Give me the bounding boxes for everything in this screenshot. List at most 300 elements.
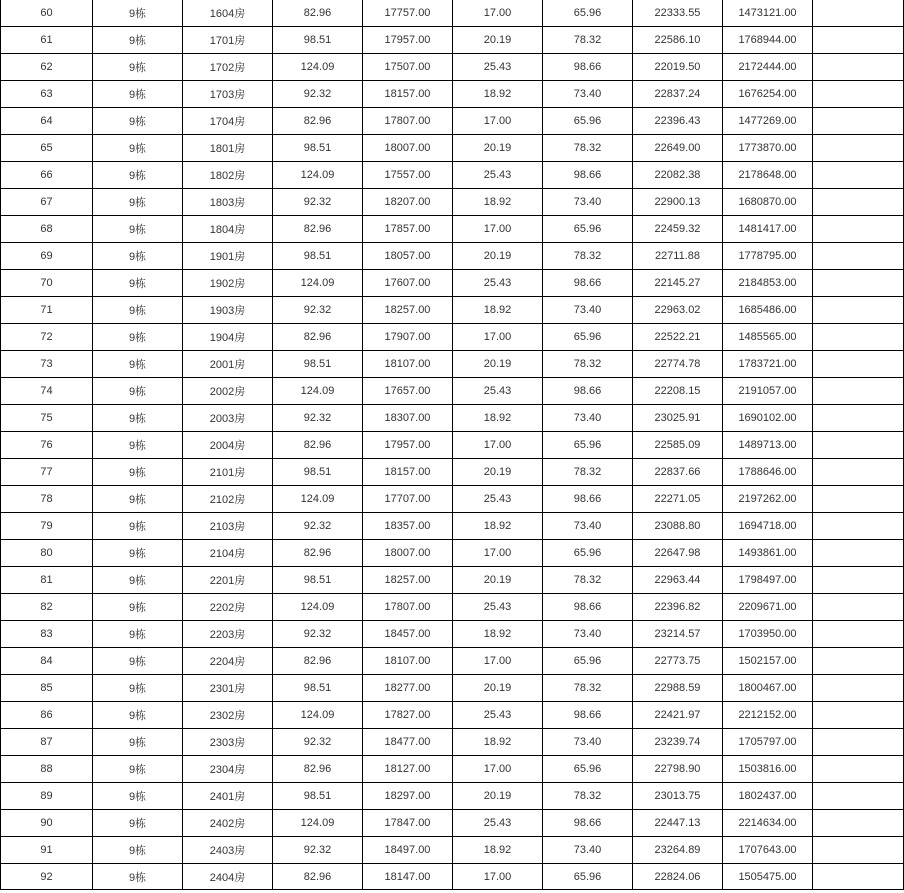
- cell-unit-price: 18107.00: [363, 351, 453, 378]
- cell-unit-price: 17707.00: [363, 486, 453, 513]
- cell-unit-price: 18157.00: [363, 459, 453, 486]
- cell-building: 9栋: [93, 513, 183, 540]
- cell-total-price: 1788646.00: [723, 459, 813, 486]
- table-row: [1, 81, 904, 108]
- cell-total-price: 1685486.00: [723, 297, 813, 324]
- cell-unit: 2003房: [183, 405, 273, 432]
- cell-area: 82.96: [273, 540, 363, 567]
- cell-area: 124.09: [273, 594, 363, 621]
- cell-unit-price: 18147.00: [363, 864, 453, 890]
- cell-shared-area: 20.19: [453, 459, 543, 486]
- cell-inner-unit-price: 22711.88: [633, 243, 723, 270]
- cell-shared-area: 20.19: [453, 675, 543, 702]
- cell-inner-unit-price: 22447.13: [633, 810, 723, 837]
- cell-total-price: 1705797.00: [723, 729, 813, 756]
- cell-inner-area: 78.32: [543, 27, 633, 54]
- cell-unit: 2301房: [183, 675, 273, 702]
- cell-building: 9栋: [93, 324, 183, 351]
- table-row: [1, 864, 904, 890]
- cell-total-price: 1694718.00: [723, 513, 813, 540]
- cell-total-price: 1680870.00: [723, 189, 813, 216]
- cell-row-number: 78: [1, 486, 93, 513]
- cell-area: 92.32: [273, 81, 363, 108]
- cell-inner-unit-price: 22774.78: [633, 351, 723, 378]
- table-row: [1, 594, 904, 621]
- cell-unit-price: 17907.00: [363, 324, 453, 351]
- cell-unit-price: 17607.00: [363, 270, 453, 297]
- cell-building: 9栋: [93, 297, 183, 324]
- cell-row-number: 64: [1, 108, 93, 135]
- cell-building: 9栋: [93, 837, 183, 864]
- cell-unit: 1804房: [183, 216, 273, 243]
- cell-total-price: 1690102.00: [723, 405, 813, 432]
- cell-shared-area: 25.43: [453, 54, 543, 81]
- cell-total-price: 1800467.00: [723, 675, 813, 702]
- cell-row-number: 60: [1, 0, 93, 27]
- cell-row-number: 65: [1, 135, 93, 162]
- cell-extra: [813, 756, 904, 783]
- cell-unit: 2304房: [183, 756, 273, 783]
- table-row: [1, 513, 904, 540]
- cell-extra: [813, 621, 904, 648]
- cell-area: 92.32: [273, 405, 363, 432]
- table-row: [1, 0, 904, 27]
- cell-row-number: 63: [1, 81, 93, 108]
- cell-unit: 1703房: [183, 81, 273, 108]
- cell-inner-unit-price: 22208.15: [633, 378, 723, 405]
- cell-shared-area: 20.19: [453, 351, 543, 378]
- table-row: [1, 162, 904, 189]
- table-row: [1, 54, 904, 81]
- cell-inner-area: 73.40: [543, 297, 633, 324]
- cell-area: 82.96: [273, 0, 363, 27]
- cell-building: 9栋: [93, 810, 183, 837]
- cell-unit-price: 17507.00: [363, 54, 453, 81]
- cell-extra: [813, 108, 904, 135]
- cell-building: 9栋: [93, 0, 183, 27]
- cell-row-number: 74: [1, 378, 93, 405]
- cell-total-price: 2212152.00: [723, 702, 813, 729]
- cell-shared-area: 17.00: [453, 756, 543, 783]
- cell-inner-unit-price: 22396.43: [633, 108, 723, 135]
- cell-inner-unit-price: 23239.74: [633, 729, 723, 756]
- cell-area: 98.51: [273, 351, 363, 378]
- cell-total-price: 1802437.00: [723, 783, 813, 810]
- cell-shared-area: 20.19: [453, 783, 543, 810]
- cell-area: 82.96: [273, 432, 363, 459]
- cell-inner-unit-price: 22271.05: [633, 486, 723, 513]
- table-row: [1, 270, 904, 297]
- cell-unit-price: 18357.00: [363, 513, 453, 540]
- cell-inner-unit-price: 22082.38: [633, 162, 723, 189]
- cell-shared-area: 20.19: [453, 567, 543, 594]
- table-row: [1, 108, 904, 135]
- cell-shared-area: 17.00: [453, 540, 543, 567]
- cell-shared-area: 17.00: [453, 864, 543, 890]
- cell-inner-area: 98.66: [543, 486, 633, 513]
- cell-inner-area: 65.96: [543, 324, 633, 351]
- cell-area: 124.09: [273, 486, 363, 513]
- cell-unit: 2403房: [183, 837, 273, 864]
- cell-unit-price: 17827.00: [363, 702, 453, 729]
- cell-row-number: 91: [1, 837, 93, 864]
- cell-row-number: 73: [1, 351, 93, 378]
- cell-total-price: 1773870.00: [723, 135, 813, 162]
- cell-row-number: 67: [1, 189, 93, 216]
- table-row: [1, 432, 904, 459]
- cell-row-number: 90: [1, 810, 93, 837]
- cell-area: 98.51: [273, 567, 363, 594]
- cell-area: 98.51: [273, 135, 363, 162]
- cell-row-number: 72: [1, 324, 93, 351]
- cell-shared-area: 18.92: [453, 729, 543, 756]
- cell-extra: [813, 189, 904, 216]
- cell-unit-price: 17957.00: [363, 432, 453, 459]
- cell-area: 92.32: [273, 729, 363, 756]
- cell-total-price: 2172444.00: [723, 54, 813, 81]
- cell-inner-area: 73.40: [543, 513, 633, 540]
- cell-extra: [813, 243, 904, 270]
- table-row: [1, 324, 904, 351]
- cell-total-price: 1768944.00: [723, 27, 813, 54]
- cell-building: 9栋: [93, 81, 183, 108]
- cell-unit-price: 18007.00: [363, 135, 453, 162]
- cell-unit: 1904房: [183, 324, 273, 351]
- cell-row-number: 85: [1, 675, 93, 702]
- cell-inner-unit-price: 22963.44: [633, 567, 723, 594]
- cell-shared-area: 18.92: [453, 189, 543, 216]
- cell-building: 9栋: [93, 432, 183, 459]
- cell-extra: [813, 594, 904, 621]
- cell-unit: 2402房: [183, 810, 273, 837]
- table-row: [1, 756, 904, 783]
- cell-inner-unit-price: 22963.02: [633, 297, 723, 324]
- cell-unit-price: 18207.00: [363, 189, 453, 216]
- cell-inner-area: 98.66: [543, 162, 633, 189]
- cell-unit-price: 17807.00: [363, 108, 453, 135]
- cell-total-price: 1489713.00: [723, 432, 813, 459]
- cell-shared-area: 25.43: [453, 486, 543, 513]
- cell-area: 124.09: [273, 54, 363, 81]
- cell-unit-price: 18127.00: [363, 756, 453, 783]
- cell-row-number: 80: [1, 540, 93, 567]
- cell-unit-price: 18007.00: [363, 540, 453, 567]
- cell-row-number: 89: [1, 783, 93, 810]
- cell-unit: 2302房: [183, 702, 273, 729]
- cell-total-price: 1505475.00: [723, 864, 813, 890]
- cell-row-number: 77: [1, 459, 93, 486]
- cell-area: 92.32: [273, 297, 363, 324]
- table-row: [1, 27, 904, 54]
- cell-area: 82.96: [273, 756, 363, 783]
- cell-shared-area: 18.92: [453, 81, 543, 108]
- cell-shared-area: 17.00: [453, 108, 543, 135]
- cell-inner-area: 78.32: [543, 567, 633, 594]
- cell-total-price: 2184853.00: [723, 270, 813, 297]
- cell-unit-price: 17757.00: [363, 0, 453, 27]
- cell-unit-price: 18307.00: [363, 405, 453, 432]
- cell-unit-price: 18457.00: [363, 621, 453, 648]
- cell-unit: 2303房: [183, 729, 273, 756]
- cell-building: 9栋: [93, 675, 183, 702]
- cell-inner-unit-price: 22522.21: [633, 324, 723, 351]
- table-row: [1, 567, 904, 594]
- cell-unit: 2001房: [183, 351, 273, 378]
- cell-area: 82.96: [273, 864, 363, 890]
- cell-unit: 1802房: [183, 162, 273, 189]
- cell-inner-unit-price: 22585.09: [633, 432, 723, 459]
- cell-inner-area: 78.32: [543, 459, 633, 486]
- cell-area: 124.09: [273, 378, 363, 405]
- cell-shared-area: 20.19: [453, 135, 543, 162]
- cell-unit-price: 18107.00: [363, 648, 453, 675]
- cell-unit: 1704房: [183, 108, 273, 135]
- cell-inner-unit-price: 23013.75: [633, 783, 723, 810]
- table-row: [1, 729, 904, 756]
- cell-area: 82.96: [273, 108, 363, 135]
- cell-inner-area: 65.96: [543, 432, 633, 459]
- cell-building: 9栋: [93, 243, 183, 270]
- cell-unit: 2104房: [183, 540, 273, 567]
- cell-total-price: 1477269.00: [723, 108, 813, 135]
- cell-extra: [813, 378, 904, 405]
- cell-inner-unit-price: 23264.89: [633, 837, 723, 864]
- table-row: [1, 810, 904, 837]
- cell-building: 9栋: [93, 108, 183, 135]
- cell-inner-unit-price: 23088.80: [633, 513, 723, 540]
- cell-total-price: 1783721.00: [723, 351, 813, 378]
- cell-building: 9栋: [93, 621, 183, 648]
- cell-unit: 2004房: [183, 432, 273, 459]
- cell-row-number: 87: [1, 729, 93, 756]
- cell-inner-area: 73.40: [543, 189, 633, 216]
- cell-unit-price: 17657.00: [363, 378, 453, 405]
- cell-row-number: 61: [1, 27, 93, 54]
- cell-total-price: 2178648.00: [723, 162, 813, 189]
- cell-shared-area: 25.43: [453, 270, 543, 297]
- cell-total-price: 2209671.00: [723, 594, 813, 621]
- table-body: [1, 0, 904, 890]
- cell-unit: 1701房: [183, 27, 273, 54]
- cell-inner-unit-price: 22988.59: [633, 675, 723, 702]
- cell-area: 82.96: [273, 324, 363, 351]
- cell-area: 98.51: [273, 783, 363, 810]
- cell-extra: [813, 297, 904, 324]
- table-row: [1, 135, 904, 162]
- cell-inner-area: 78.32: [543, 783, 633, 810]
- cell-shared-area: 17.00: [453, 324, 543, 351]
- cell-inner-unit-price: 22824.06: [633, 864, 723, 890]
- cell-row-number: 84: [1, 648, 93, 675]
- cell-row-number: 76: [1, 432, 93, 459]
- cell-shared-area: 25.43: [453, 378, 543, 405]
- cell-unit-price: 18157.00: [363, 81, 453, 108]
- cell-area: 98.51: [273, 27, 363, 54]
- cell-inner-unit-price: 22145.27: [633, 270, 723, 297]
- cell-inner-area: 65.96: [543, 864, 633, 890]
- cell-inner-area: 73.40: [543, 729, 633, 756]
- cell-shared-area: 25.43: [453, 594, 543, 621]
- cell-area: 92.32: [273, 513, 363, 540]
- cell-total-price: 1503816.00: [723, 756, 813, 783]
- cell-unit-price: 17857.00: [363, 216, 453, 243]
- cell-building: 9栋: [93, 567, 183, 594]
- cell-inner-unit-price: 22837.24: [633, 81, 723, 108]
- cell-row-number: 81: [1, 567, 93, 594]
- cell-extra: [813, 405, 904, 432]
- cell-inner-area: 65.96: [543, 756, 633, 783]
- cell-area: 92.32: [273, 621, 363, 648]
- cell-total-price: 2214634.00: [723, 810, 813, 837]
- cell-inner-area: 73.40: [543, 81, 633, 108]
- cell-inner-area: 98.66: [543, 594, 633, 621]
- cell-shared-area: 25.43: [453, 810, 543, 837]
- cell-area: 98.51: [273, 243, 363, 270]
- cell-inner-unit-price: 22773.75: [633, 648, 723, 675]
- cell-extra: [813, 162, 904, 189]
- cell-building: 9栋: [93, 351, 183, 378]
- cell-area: 98.51: [273, 675, 363, 702]
- cell-shared-area: 18.92: [453, 405, 543, 432]
- cell-unit-price: 18057.00: [363, 243, 453, 270]
- cell-inner-area: 73.40: [543, 621, 633, 648]
- cell-extra: [813, 0, 904, 27]
- cell-building: 9栋: [93, 486, 183, 513]
- cell-unit-price: 18277.00: [363, 675, 453, 702]
- table-row: [1, 243, 904, 270]
- cell-inner-area: 98.66: [543, 702, 633, 729]
- cell-shared-area: 17.00: [453, 648, 543, 675]
- cell-inner-area: 98.66: [543, 378, 633, 405]
- cell-inner-unit-price: 22647.98: [633, 540, 723, 567]
- cell-extra: [813, 864, 904, 890]
- cell-inner-unit-price: 22396.82: [633, 594, 723, 621]
- cell-extra: [813, 837, 904, 864]
- cell-unit: 1902房: [183, 270, 273, 297]
- cell-unit: 1801房: [183, 135, 273, 162]
- cell-extra: [813, 783, 904, 810]
- cell-unit-price: 18257.00: [363, 567, 453, 594]
- cell-unit: 2103房: [183, 513, 273, 540]
- cell-inner-area: 65.96: [543, 216, 633, 243]
- cell-extra: [813, 459, 904, 486]
- cell-inner-unit-price: 22333.55: [633, 0, 723, 27]
- cell-area: 82.96: [273, 648, 363, 675]
- cell-inner-unit-price: 22900.13: [633, 189, 723, 216]
- cell-extra: [813, 432, 904, 459]
- cell-unit-price: 17847.00: [363, 810, 453, 837]
- cell-row-number: 75: [1, 405, 93, 432]
- cell-inner-area: 65.96: [543, 648, 633, 675]
- cell-unit: 1803房: [183, 189, 273, 216]
- cell-extra: [813, 81, 904, 108]
- cell-area: 124.09: [273, 162, 363, 189]
- cell-inner-unit-price: 22421.97: [633, 702, 723, 729]
- cell-inner-unit-price: 23214.57: [633, 621, 723, 648]
- cell-inner-area: 73.40: [543, 837, 633, 864]
- cell-unit-price: 18497.00: [363, 837, 453, 864]
- table-row: [1, 702, 904, 729]
- cell-total-price: 2191057.00: [723, 378, 813, 405]
- cell-inner-unit-price: 22649.00: [633, 135, 723, 162]
- cell-extra: [813, 540, 904, 567]
- cell-building: 9栋: [93, 756, 183, 783]
- cell-building: 9栋: [93, 783, 183, 810]
- cell-area: 124.09: [273, 702, 363, 729]
- cell-row-number: 62: [1, 54, 93, 81]
- cell-shared-area: 18.92: [453, 837, 543, 864]
- cell-extra: [813, 702, 904, 729]
- cell-shared-area: 20.19: [453, 27, 543, 54]
- cell-building: 9栋: [93, 729, 183, 756]
- cell-inner-unit-price: 22459.32: [633, 216, 723, 243]
- cell-row-number: 88: [1, 756, 93, 783]
- table-row: [1, 405, 904, 432]
- table-row: [1, 837, 904, 864]
- cell-total-price: 1493861.00: [723, 540, 813, 567]
- cell-unit: 2202房: [183, 594, 273, 621]
- cell-building: 9栋: [93, 594, 183, 621]
- cell-unit: 2201房: [183, 567, 273, 594]
- cell-area: 98.51: [273, 459, 363, 486]
- cell-area: 92.32: [273, 189, 363, 216]
- cell-unit: 2204房: [183, 648, 273, 675]
- cell-inner-unit-price: 23025.91: [633, 405, 723, 432]
- cell-shared-area: 17.00: [453, 216, 543, 243]
- table-row: [1, 459, 904, 486]
- cell-inner-area: 98.66: [543, 54, 633, 81]
- cell-unit: 2203房: [183, 621, 273, 648]
- cell-shared-area: 20.19: [453, 243, 543, 270]
- cell-row-number: 69: [1, 243, 93, 270]
- cell-inner-area: 98.66: [543, 810, 633, 837]
- cell-unit-price: 18257.00: [363, 297, 453, 324]
- cell-unit: 2102房: [183, 486, 273, 513]
- cell-row-number: 79: [1, 513, 93, 540]
- cell-building: 9栋: [93, 135, 183, 162]
- cell-inner-unit-price: 22837.66: [633, 459, 723, 486]
- table-row: [1, 486, 904, 513]
- cell-inner-area: 65.96: [543, 0, 633, 27]
- table-row: [1, 351, 904, 378]
- cell-area: 92.32: [273, 837, 363, 864]
- cell-building: 9栋: [93, 648, 183, 675]
- cell-building: 9栋: [93, 540, 183, 567]
- cell-unit: 1604房: [183, 0, 273, 27]
- cell-shared-area: 17.00: [453, 432, 543, 459]
- cell-unit: 1903房: [183, 297, 273, 324]
- cell-building: 9栋: [93, 864, 183, 890]
- cell-unit: 2404房: [183, 864, 273, 890]
- cell-inner-area: 78.32: [543, 351, 633, 378]
- cell-unit-price: 17957.00: [363, 27, 453, 54]
- cell-shared-area: 18.92: [453, 513, 543, 540]
- cell-total-price: 1778795.00: [723, 243, 813, 270]
- table-row: [1, 189, 904, 216]
- cell-inner-area: 65.96: [543, 540, 633, 567]
- cell-inner-area: 78.32: [543, 243, 633, 270]
- cell-total-price: 1473121.00: [723, 0, 813, 27]
- cell-building: 9栋: [93, 702, 183, 729]
- cell-row-number: 70: [1, 270, 93, 297]
- table-row: [1, 216, 904, 243]
- cell-extra: [813, 54, 904, 81]
- table-row: [1, 648, 904, 675]
- cell-unit: 2401房: [183, 783, 273, 810]
- cell-extra: [813, 270, 904, 297]
- cell-building: 9栋: [93, 270, 183, 297]
- table-row: [1, 621, 904, 648]
